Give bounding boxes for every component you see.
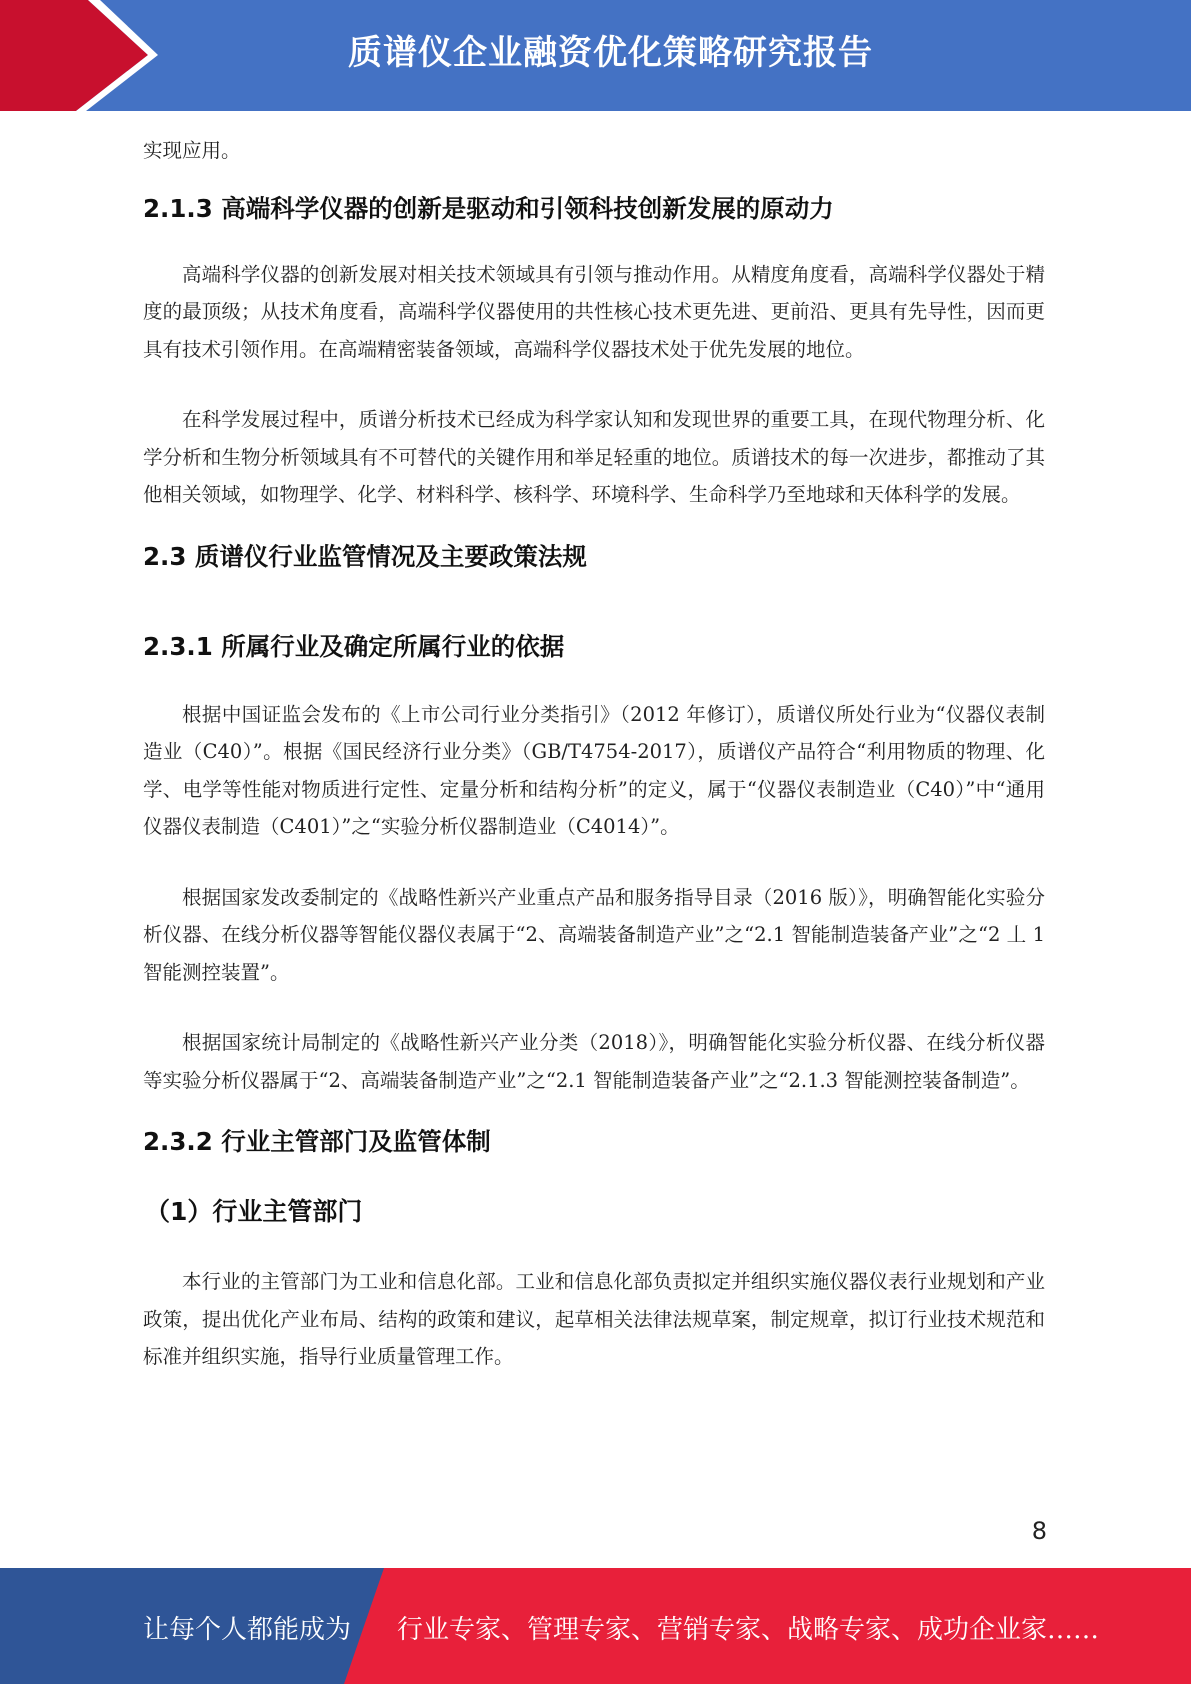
heading-2-3: 2.3 质谱仪行业监管情况及主要政策法规: [143, 541, 587, 571]
intro-tail-text: 实现应用。: [143, 139, 241, 162]
paragraph-industry-authority: 本行业的主管部门为工业和信息化部。工业和信息化部负责拟定并组织实施仪器仪表行业规划和产业政策，提出优化产业布局、结构的政策和建议，起草相关法律法规草案，制定规章，拟订行业技术规范和标准并组织实施，指导行业质量管理工作。: [143, 1270, 1045, 1368]
paragraph-2-3-1-3: 根据国家统计局制定的《战略性新兴产业分类（2018）》，明确智能化实验分析仪器、在线分析仪器等实验分析仪器属于“2、高端装备制造产业”之“2.1 智能制造装备产业”之“2.1.3 智能测控装备制造”。: [143, 1031, 1045, 1092]
paragraph-2-1-3-1: 高端科学仪器的创新发展对相关技术领域具有引领与推动作用。从精度角度看，高端科学仪器处于精度的最顶级；从技术角度看，高端科学仪器使用的共性核心技术更先进、更前沿、更具有先导性，因而更具有技术引领作用。在高端精密装备领域，高端科学仪器技术处于优先发展的地位。: [143, 262, 1045, 361]
page-header: [0, 0, 1191, 111]
page-number: 8: [1031, 1517, 1047, 1545]
heading-2-1-3: 2.1.3 高端科学仪器的创新是驱动和引领科技创新发展的原动力: [143, 193, 834, 223]
paragraph-2-3-1-2: 根据国家发改委制定的《战略性新兴产业重点产品和服务指导目录（2016 版）》，明确智能化实验分析仪器、在线分析仪器等智能仪器仪表属于“2、高端装备制造产业”之“2.1 智能制造装备产业”之“2 丄 1 智能测控装置”。: [143, 885, 1045, 984]
page-content: [143, 132, 1045, 1376]
page-footer: [0, 1568, 1191, 1684]
paragraph-2-3-1-1: 根据中国证监会发布的《上市公司行业分类指引》（2012 年修订），质谱仪所处行业为“仪器仪表制造业（C40）”。根据《国民经济行业分类》（GB/T4754-2017），质谱仪产品符合“利用物质的物理、化学、电学等性能对物质进行定性、定量分析和结构分析”的定义，属于“仪器仪表制造业（C40）”中“通用仪器仪表制造（C401）”之“实验分析仪器制造业（C4014）”。: [143, 702, 1045, 838]
heading-2-3-1: 2.3.1 所属行业及确定所属行业的依据: [143, 631, 565, 661]
report-title: 质谱仪企业融资优化策略研究报告: [348, 33, 873, 73]
heading-industry-authority: （1）行业主管部门: [145, 1197, 363, 1226]
footer-slogan-right: 行业专家、管理专家、营销专家、战略专家、成功企业家……: [397, 1615, 1100, 1645]
paragraph-2-1-3-2: 在科学发展过程中，质谱分析技术已经成为科学家认知和发现世界的重要工具，在现代物理分析、化学分析和生物分析领域具有不可替代的关键作用和举足轻重的地位。质谱技术的每一次进步，都推动了其他相关领域，如物理学、化学、材料科学、核科学、环境科学、生命科学乃至地球和天体科学的发展。: [143, 408, 1045, 506]
heading-2-3-2: 2.3.2 行业主管部门及监管体制: [143, 1127, 491, 1156]
footer-slogan-left: 让每个人都能成为: [143, 1615, 352, 1645]
